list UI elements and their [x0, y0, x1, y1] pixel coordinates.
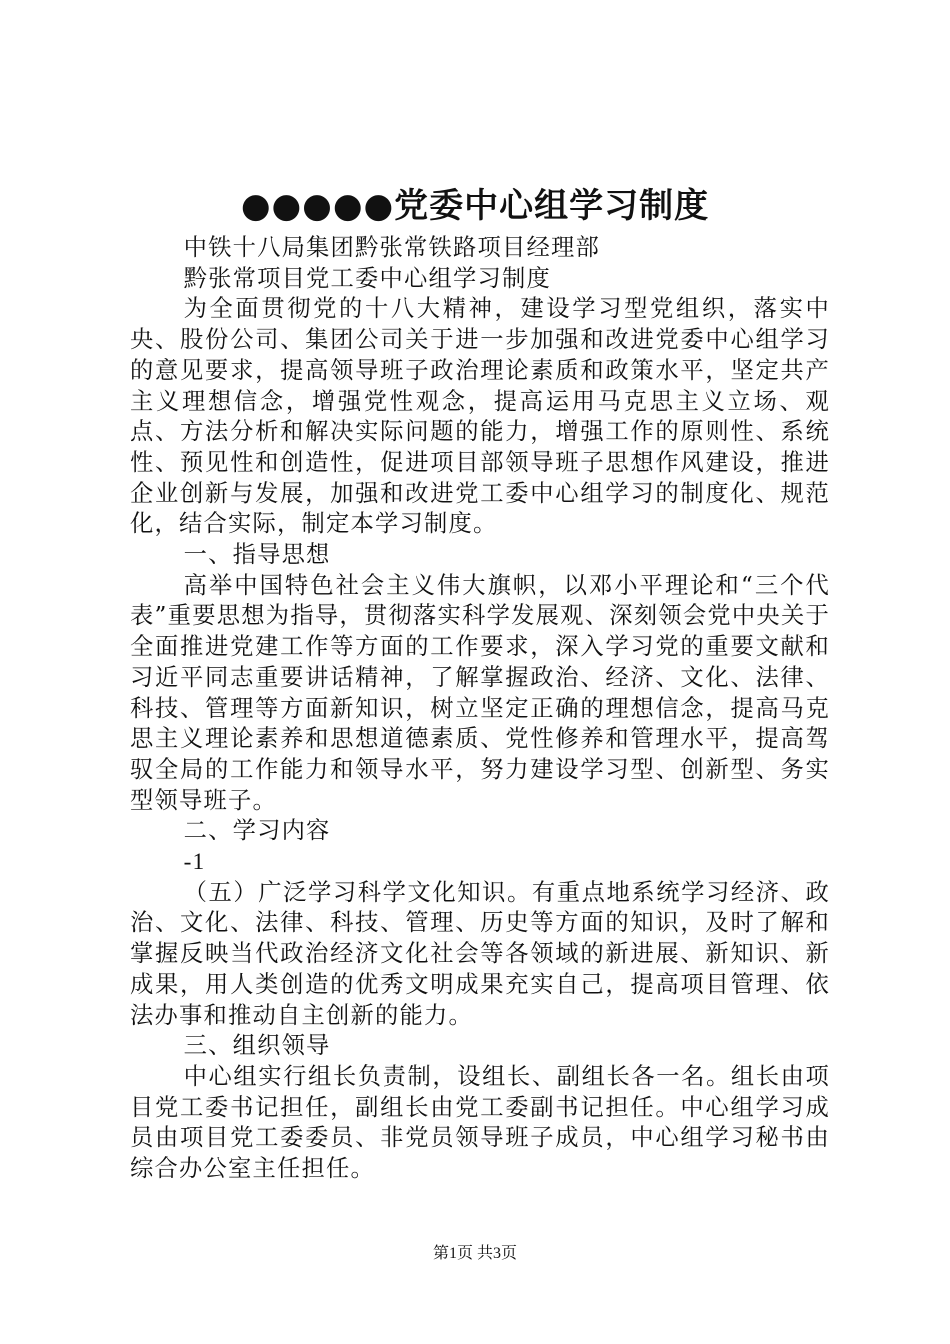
intro-paragraph: 为全面贯彻党的十八大精神，建设学习型党组织，落实中央、股份公司、集团公司关于进一步加强和改进党委中心组学习的意见要求，提高领导班子政治理论素质和政策水平，坚定共产主义理想信念，增强党性观念，提高运用马克思主义立场、观点、方法分析和解决实际问题的能力，增强工作的原则性、系统性、预见性和创造性，促进项目部领导班子思想作风建设，推进企业创新与发展，加强和改进党工委中心组学习的制度化、规范化，结合实际，制定本学习制度。 — [130, 295, 830, 538]
page-footer: 第1页 共3页 — [432, 1245, 517, 1262]
guiding-thought-paragraph: 高举中国特色社会主义伟大旗帜，以邓小平理论和“三个代表”重要思想为指导，贯彻落实科学发展观、深刻领会党中央关于全面推进党建工作等方面的工作要求，深入学习党的重要文献和习近平同志重要讲话精神，了解掌握政治、经济、文化、法律、科技、管理等方面新知识，树立坚定正确的理想信念，提高马克思主义理论素养和思想道德素质、党性修养和管理水平，提高驾驭全局的工作能力和领导水平，努力建设学习型、创新型、务实型领导班子。 — [130, 571, 830, 814]
page-marker: -1 — [183, 849, 206, 876]
org-name-line: 中铁十八局集团黔张常铁路项目经理部 — [183, 234, 601, 261]
subtitle-line: 黔张常项目党工委中心组学习制度 — [183, 264, 552, 292]
section-heading-study-content: 二、学习内容 — [183, 817, 331, 845]
document-title: ●●●●●党委中心组学习制度 — [240, 186, 710, 226]
section-heading-guiding-thought: 一、指导思想 — [183, 541, 331, 569]
organization-paragraph: 中心组实行组长负责制，设组长、副组长各一名。组长由项目党工委书记担任，副组长由党工委副书记担任。中心组学习成员由项目党工委委员、非党员领导班子成员，中心组学习秘书由综合办公室主任担任。 — [130, 1062, 830, 1183]
document-body — [130, 233, 830, 1185]
section-heading-organization: 三、组织领导 — [183, 1032, 331, 1060]
study-content-item-5: （五）广泛学习科学文化知识。有重点地系统学习经济、政治、文化、法律、科技、管理、历史等方面的知识，及时了解和掌握反映当代政治经济文化社会等各领域的新进展、新知识、新成果，用人类创造的优秀文明成果充实自己，提高项目管理、依法办事和推动自主创新的能力。 — [130, 878, 830, 1029]
